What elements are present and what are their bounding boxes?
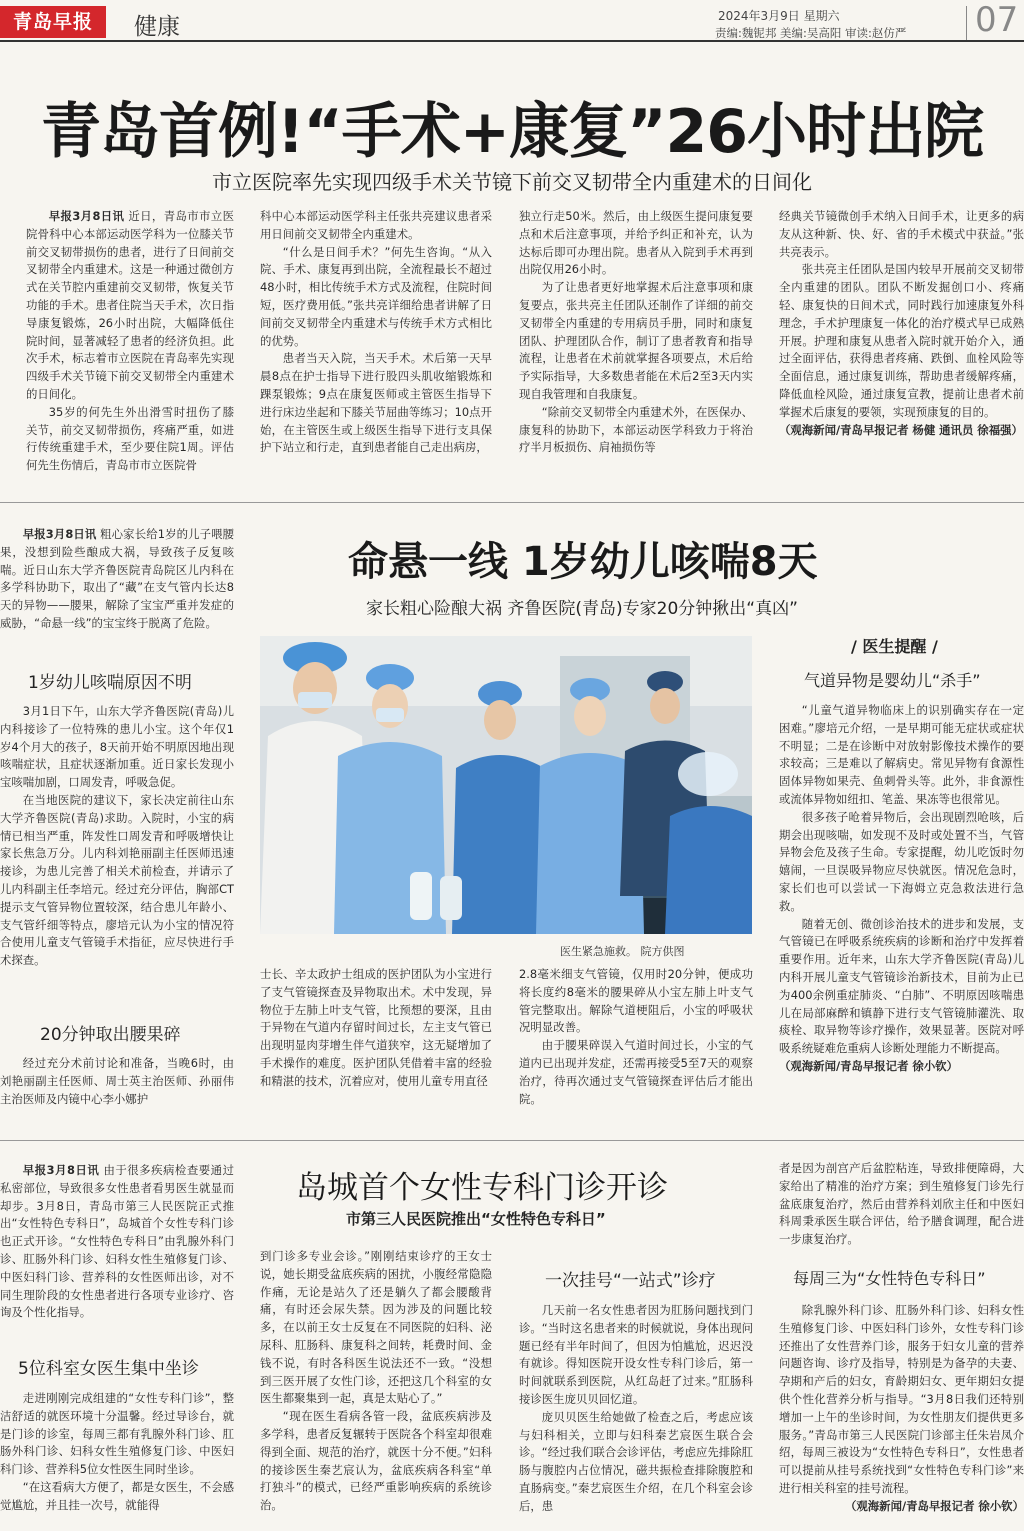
paragraph: 近日，青岛市市立医院骨科中心本部运动医学科为一位膝关节前交叉韧带损伤的患者，进行了日间前交叉韧带全内重建术。这是一种通过微创方式在关节腔内重建前交叉韧带，恢复关节功能的手术。患者住院当天手术，次日指导康复锻炼，26小时出院，大幅降低住院时间，显著减轻了患者的经济负担。此次手术，标志着市立医院在青岛率先实现四级手术关节镜下前交叉韧带全内重建术的日间化。 (26, 209, 234, 401)
story3-intro (0, 1162, 234, 1342)
paragraph: 独立行走50米。然后，由上级医生提问康复要点和术后注意事项，并给予纠正和补充，认为达标后即可办理出院。患者从入院到手术再到出院仅用26小时。 (519, 209, 753, 277)
newspaper-logo: 青岛早报 (0, 6, 106, 38)
story3-headline: 岛城首个女性专科门诊开诊 (296, 1170, 668, 1206)
story2-intro (0, 526, 234, 654)
doctor-tip-label: / 医生提醒 / (851, 637, 938, 656)
story3-subheading-3: 每周三为“女性特色专科日” (793, 1269, 986, 1288)
paragraph: 到门诊多专业会诊。”刚刚结束诊疗的王女士说，她长期受盆底疾病的困扰，小腹经常隐隐作痛，无论是站久了还是躺久了都会腰酸背痛，有时还会尿失禁。因为涉及的问题比较多，在以前王女士反复在不同医院的妇科、泌尿科、肛肠科、康复科之间转，耗费时间、金钱不说，有时各科医生说法还不一致。“没想到三医开展了女性门诊，还把这几个科室的女医生都聚集到一起，真是太贴心了。” (260, 1249, 492, 1406)
story1-headline: 青岛首例!“手术+康复”26小时出院 (41, 97, 983, 167)
story2-subhead: 家长粗心险酿大祸 齐鲁医院(青岛)专家20分钟揪出“真凶” (366, 599, 798, 619)
story1-column-4 (779, 208, 1024, 474)
paragraph: 3月1日下午，山东大学齐鲁医院(青岛)儿内科接诊了一位特殊的患儿小宝。这个年仅1岁4个月大的孩子，8天前开始不明原因地出现咳喘症状，且症状逐渐加重。近日家长发现小宝咳喘加剧，口周发青，呼吸急促。 (0, 704, 234, 790)
photo-caption: 医生紧急施救。 院方供图 (560, 945, 685, 958)
story1-column-2 (260, 208, 492, 474)
paragraph: 经典关节镜微创手术纳入日间手术，让更多的病友从这种新、快、好、省的手术模式中获益。”张共亮表示。 (779, 209, 1024, 259)
editor-credits: 责编:魏铌邦 美编:吴高阳 审读:赵仿严 (715, 26, 907, 40)
page-number: 07 (975, 0, 1019, 40)
story2-column-1b (0, 1055, 234, 1111)
paragraph: 为了让患者更好地掌握术后注意事项和康复要点，张共亮主任团队还制作了详细的前交叉韧带全内重建的专用病员手册，同时和康复团队、护理团队合作，制订了患者教育和指导流程，让患者在术前就掌握各项要点，术后给予实际指导，大多数患者能在术后2至3天内实现自我管理和自我康复。 (519, 280, 753, 401)
story3-column-1 (0, 1390, 234, 1531)
story3-subheading-2: 一次挂号“一站式”诊疗 (545, 1271, 716, 1291)
byline: （观海新闻/青岛早报记者 杨健 通讯员 徐福强） (779, 422, 1023, 437)
story1-column-1 (26, 208, 234, 474)
paragraph: 粗心家长给1岁的儿子喂腰果，没想到险些酿成大祸，导致孩子反复咳喘。近日山东大学齐鲁医院青岛院区儿内科在多学科协助下，取出了“藏”在支气管内长达8天的异物——腰果，解除了宝宝严重并发症的威胁，“命悬一线”的宝宝终于脱离了危险。 (0, 527, 234, 630)
paragraph: “什么是日间手术？”何先生咨询。“从入院、手术、康复再到出院，全流程最长不超过48小时，相比传统手术方式及流程，住院时间短，医疗费用低。”张共亮详细给患者讲解了日间前交叉韧带全内重建术与传统手术方式相比的优势。 (260, 244, 492, 348)
dateline: 早报3月8日讯 (22, 1163, 100, 1177)
paragraph: 2.8毫米细支气管镜，仅用时20分钟，便成功将长度约8毫米的腰果碎从小宝左肺上叶支气管完整取出。解除气道梗阻后，小宝的呼吸状况明显改善。 (519, 967, 753, 1035)
section-divider (0, 1140, 1024, 1141)
story2-subheading-1: 1岁幼儿咳喘原因不明 (28, 673, 192, 693)
issue-date: 2024年3月9日 星期六 (718, 9, 840, 23)
story2-column-3 (519, 966, 753, 1112)
story2-headline: 命悬一线 1岁幼儿咳喘8天 (348, 539, 818, 585)
dateline: 早报3月8日讯 (22, 527, 97, 541)
story3-column-2 (260, 1248, 492, 1531)
story2-column-1 (0, 703, 234, 1007)
medical-team-photo (260, 636, 752, 934)
section-divider (0, 502, 1024, 503)
story1-subhead: 市立医院率先实现四级手术关节镜下前交叉韧带全内重建术的日间化 (212, 170, 812, 194)
paragraph: 走进刚刚完成组建的“女性专科门诊”，整洁舒适的就医环境十分温馨。经过导诊台，就是门诊的诊室，每周三都有乳腺外科门诊、肛肠外科门诊、妇科女性生殖修复门诊、中医妇科门诊、营养科5位女性医生同时坐诊。 (0, 1391, 234, 1477)
paragraph: “现在医生看病各管一段，盆底疾病涉及多学科，患者反复辗转于医院各个科室却很难得到全面、规范的治疗，就医十分不便。”妇科的接诊医生秦艺宸认为，盆底疾病各科室“单打独斗”的模式，已经严重影响疾病的系统诊治。 (260, 1409, 492, 1513)
paragraph: “儿童气道异物临床上的识别确实存在一定困难。”廖培元介绍，一是早期可能无症状或症状不明显；二是在诊断中对放射影像技术操作的要求较高；三是难以了解病史。常见异物有食源性固体异物如果壳、鱼刺骨头等。此外，非食源性或流体异物如纽扣、笔盖、果冻等也很常见。 (779, 703, 1024, 806)
story1-column-3 (519, 208, 753, 474)
story3-subheading-1: 5位科室女医生集中坐诊 (18, 1359, 199, 1379)
header-divider (966, 6, 967, 40)
paragraph: “在这看病大方便了，都是女医生，不会感觉尴尬，并且挂一次号，就能得 (0, 1479, 234, 1512)
story2-column-2 (260, 966, 492, 1112)
story2-column-4 (779, 702, 1024, 1112)
paragraph: 随着无创、微创诊治技术的进步和发展，支气管镜已在呼吸系统疾病的诊断和治疗中发挥着重要作用。近年来，山东大学齐鲁医院(青岛)儿内科开展儿童支气管镜诊治新技术，目前为止已为400余例重症肺炎、“白肺”、不明原因咳喘患儿在局部麻醉和镇静下进行支气管镜肺灌洗、取痰栓、取异物等诊疗操作，效果显著。医院对呼吸系统疑难危重病人诊断处理能力不断提高。 (779, 916, 1024, 1056)
story3-column-3 (519, 1302, 753, 1531)
paragraph: 除乳腺外科门诊、肛肠外科门诊、妇科女性生殖修复门诊、中医妇科门诊外，女性专科门诊还推出了女性营养门诊，服务于妇女儿童的营养问题咨询、诊疗及指导，特别是为备孕的夫妻、孕期和产后的妇女，育龄期妇女、更年期妇女提供个性化营养分析与指导。“3月8日我们还特别增加一上午的坐诊时间，为女性朋友们提供更多服务。”青岛市第三人民医院门诊部主任朱岩凤介绍，每周三被设为“女性特色专科日”，女性患者可以提前从挂号系统找到“女性特色专科门诊”来进行相关科室的挂号流程。 (779, 1303, 1024, 1495)
section-name: 健康 (134, 14, 180, 40)
paragraph: 士长、辛太政护士组成的医护团队为小宝进行了支气管镜探查及异物取出术。术中发现，异物位于左肺上叶支气管，比预想的要深，且由于异物在气道内存留时间过长，左主支气管已出现明显肉芽增生伴气道狭窄，这无疑增加了手术操作的难度。医护团队凭借着丰富的经验和精湛的技术，沉着应对，使用儿童专用直径 (260, 967, 492, 1088)
byline: （观海新闻/青岛早报记者 徐小钦） (779, 1058, 958, 1073)
paragraph: 患者当天入院，当天手术。术后第一天早晨8点在护士指导下进行股四头肌收缩锻炼和踝泵锻炼；9点在康复医师或主管医生指导下进行床边坐起和下膝关节屈曲等练习；10点开始，在主管医生或上级医生指导下进行支具保护下站立和行走，直到患者能自己走出病房， (260, 351, 492, 455)
paragraph: 经过充分术前讨论和准备，当晚6时，由刘艳丽副主任医师、周士英主治医师、孙丽伟主治医师及内镜中心李小娜护 (0, 1056, 234, 1106)
story3-subhead: 市第三人民医院推出“女性特色专科日” (346, 1210, 606, 1228)
paragraph: 者是因为剖宫产后盆腔粘连，导致排便障碍，大家给出了精准的治疗方案；到生殖修复门诊先行盆底康复治疗，然后由营养科刘欣主任和中医妇科周秉承医生联合评估，给予膳食调理，配合进一步康复治疗。 (779, 1161, 1024, 1247)
paragraph: 科中心本部运动医学科主任张共亮建议患者采用日间前交叉韧带全内重建术。 (260, 209, 492, 241)
paragraph: 在当地医院的建议下，家长决定前往山东大学齐鲁医院(青岛)求助。入院时，小宝的病情已相当严重，阵发性口周发青和呼吸增快让家长焦急万分。儿内科刘艳丽副主任医师迅速接诊，为患儿完善了相关术前检查，并请示了儿内科副主任李培元。经过充分评估，胸部CT提示支气管异物位置较深，结合患儿年龄小、支气管纤细等特点，廖培元认为小宝的情况符合使用儿童支气管镜手术指征，应尽快进行手术探查。 (0, 792, 234, 968)
paragraph: 35岁的何先生外出滑雪时扭伤了膝关节，前交叉韧带损伤，疼痛严重，如进行传统重建手术，至少要住院1周。评估何先生伤情后，青岛市市立医院骨 (26, 404, 234, 473)
paragraph: 由于很多疾病检查要通过私密部位，导致很多女性患者看男医生就显而却步。3月8日，青岛市第三人民医院正式推出“女性特色专科日”，岛城首个女性专科门诊也正式开诊。“女性特色专科日”由乳腺外科门诊、肛肠外科门诊、妇科女性生殖修复门诊、中医妇科门诊、营养科的女性医师出诊，对不同生理阶段的女性患者进行各项专业诊疗、咨询及个性化指导。 (0, 1163, 234, 1320)
byline: （观海新闻/青岛早报记者 徐小钦） (845, 1498, 1024, 1513)
story3-column-4-top (779, 1160, 1024, 1250)
paragraph: 很多孩子呛着异物后，会出现剧烈呛咳，后期会出现咳喘，如发现不及时或处置不当，气管异物会危及孩子生命。专家提醒，幼儿吃饭时勿嬉闹，一旦误吸异物应尽快就医。情况危急时，家长们也可以尝试一下海姆立克急救法进行急救。 (779, 809, 1024, 913)
doctor-tip-title: 气道异物是婴幼儿“杀手” (804, 671, 981, 690)
news-photo (260, 636, 752, 934)
story3-column-4 (779, 1302, 1024, 1531)
paragraph: 几天前一名女性患者因为肛肠问题找到门诊。“当时这名患者来的时候就说，身体出现问题已经有半年时间了，但因为怕尴尬，迟迟没有就诊。得知医院开设女性专科门诊后，第一时间就联系到医院，从红岛赶了过来。”肛肠科接诊医生庞贝贝回忆道。 (519, 1303, 753, 1406)
paragraph: “除前交叉韧带全内重建术外，在医保办、康复科的协助下，本部运动医学科致力于将治疗半月板损伤、肩袖损伤等 (519, 404, 753, 455)
paragraph: 由于腰果碎误入气道时间过长，小宝的气道内已出现并发症，还需再接受5至7天的观察治疗，待再次通过支气管镜探查评估后才能出院。 (519, 1038, 753, 1106)
story2-subheading-2: 20分钟取出腰果碎 (40, 1025, 181, 1045)
paragraph: 庞贝贝医生给她做了检查之后，考虑应该与妇科相关，立即与妇科秦艺宸医生联合会诊。“经过我们联合会诊评估，考虑应先排除肛肠与腹腔内占位情况，磁共振检查排除腹腔和直肠病变。”秦艺宸医生介绍，在几个科室会诊后，患 (519, 1409, 753, 1513)
paragraph: 张共亮主任团队是国内较早开展前交叉韧带全内重建的团队。团队不断发掘创口小、疼痛轻、康复快的日间术式，同时践行加速康复外科理念，手术护理康复一体化的治疗模式早已成熟开展。护理和康复从患者入院时就开始介入，通过全面评估，获得患者疼痛、跌倒、血栓风险等全面信息，通过康复训练，帮助患者缓解疼痛，降低血栓风险，通过康复宣教，提前让患者术前掌握术后康复的要领，实现预康复的目的。 (779, 262, 1024, 419)
dateline: 早报3月8日讯 (48, 209, 125, 223)
